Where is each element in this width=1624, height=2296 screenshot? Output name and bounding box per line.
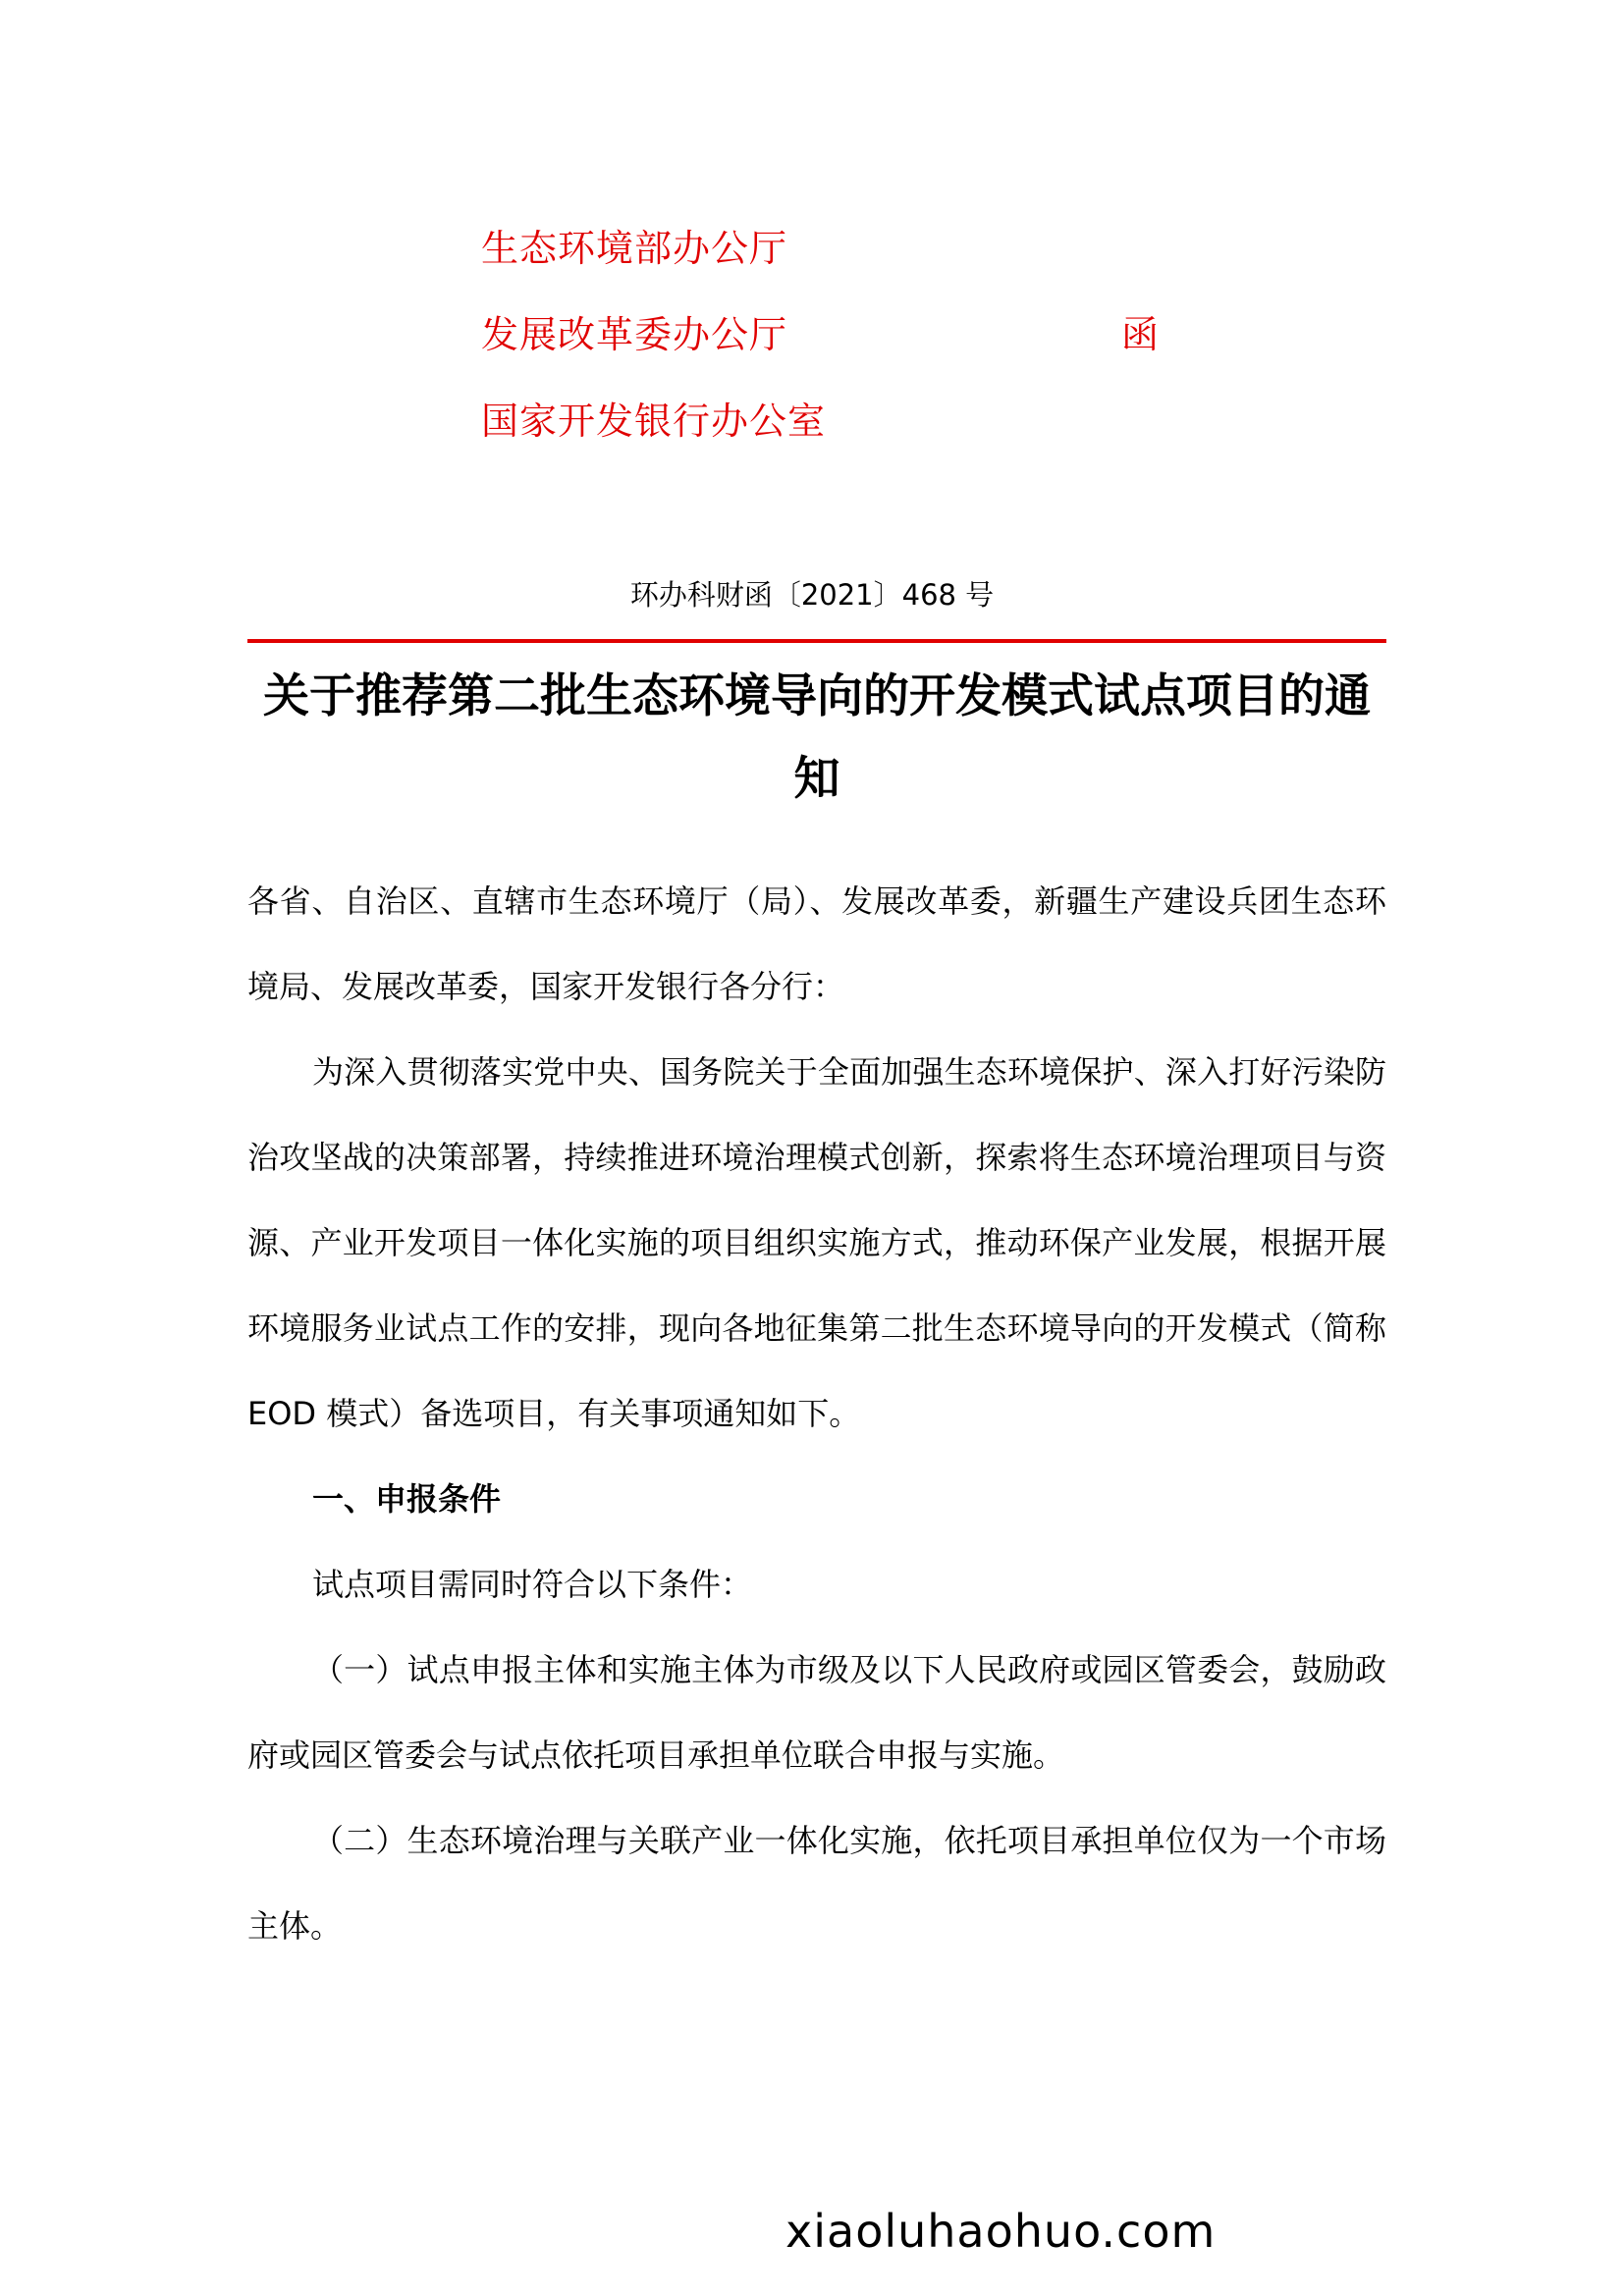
issuing-org-first: 生态环境部办公厅	[481, 227, 788, 270]
issuing-org-third: 国家开发银行办公室	[481, 400, 827, 443]
document-title: 关于推荐第二批生态环境导向的开发模式试点项目的通知	[263, 669, 1371, 806]
condition-item-1: （一）试点申报主体和实施主体为市级及以下人民政府或园区管委会，鼓励政府或园区管委会与试点依托项目承担单位联合申报与实施。	[247, 1651, 1386, 1774]
red-divider	[247, 639, 1386, 643]
letter-type-mark: 函	[1121, 313, 1160, 356]
condition-item-2: （二）生态环境治理与关联产业一体化实施，依托项目承担单位仅为一个市场主体。	[247, 1822, 1386, 1945]
salutation: 各省、自治区、直辖市生态环境厅（局）、发展改革委，新疆生产建设兵团生态环境局、发展改革委，国家开发银行各分行：	[247, 882, 1386, 1005]
issuing-org-second: 发展改革委办公厅	[481, 313, 788, 356]
intro-paragraph: 为深入贯彻落实党中央、国务院关于全面加强生态环境保护、深入打好污染防治攻坚战的决策部署，持续推进环境治理模式创新，探索将生态环境治理项目与资源、产业开发项目一体化实施的项目组织实施方式，推动环保产业发展，根据开展环境服务业试点工作的安排，现向各地征集第二批生态环境导向的开发模式（简称 EOD 模式）备选项目，有关事项通知如下。	[247, 1053, 1386, 1432]
document-body	[247, 859, 1386, 1969]
section-lead: 试点项目需同时符合以下条件：	[312, 1566, 753, 1603]
site-watermark: xiaoluhaohuo.com	[785, 2205, 1217, 2258]
document-number: 环办科财函〔2021〕468 号	[629, 578, 995, 612]
section-heading: 一、申报条件	[312, 1480, 502, 1518]
